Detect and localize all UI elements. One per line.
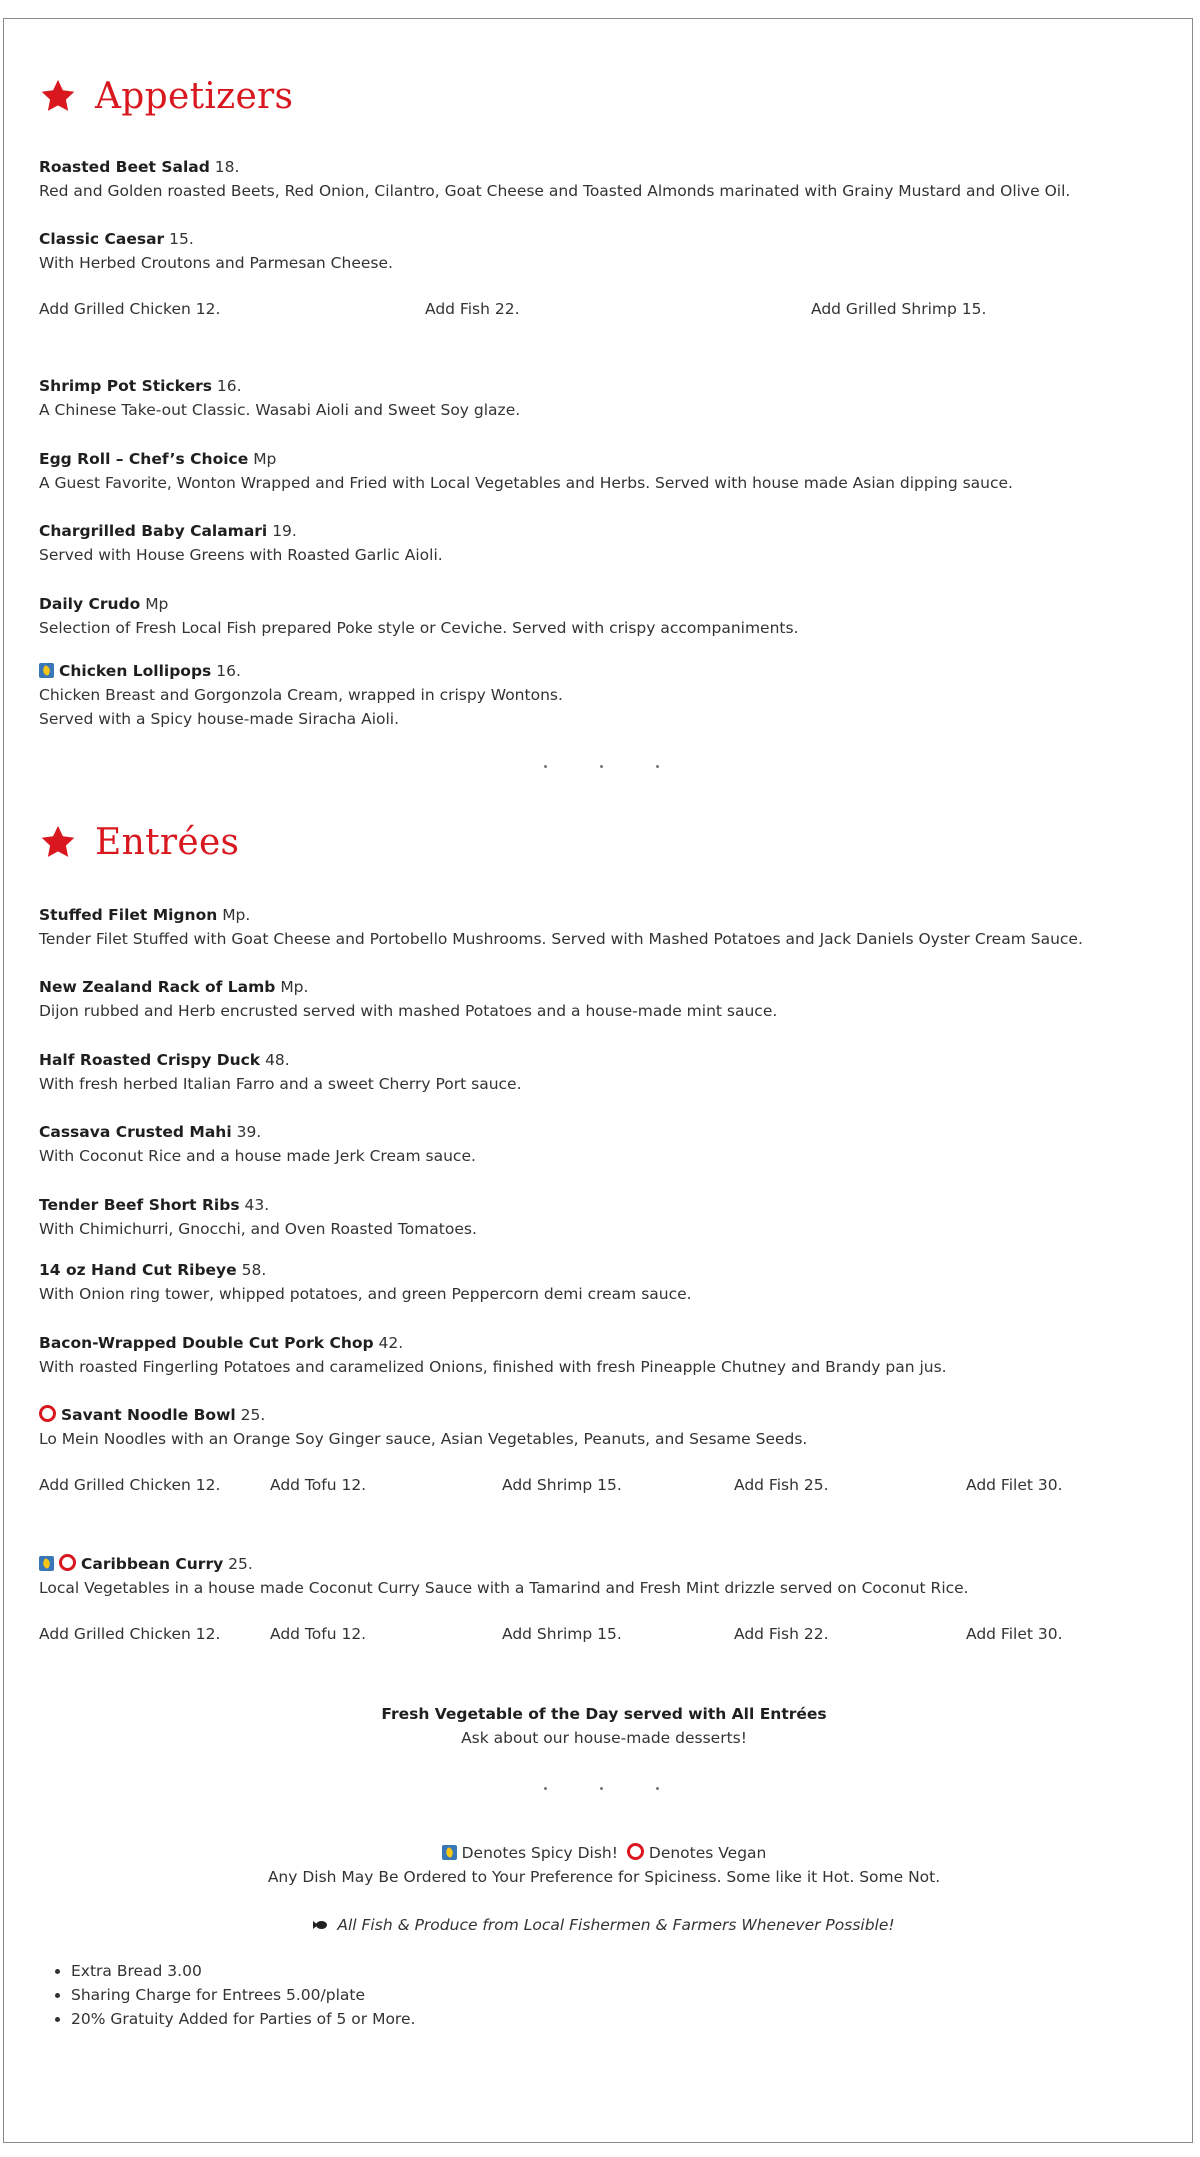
legend-line xyxy=(39,1841,1169,1865)
item-name: Half Roasted Crispy Duck xyxy=(39,1051,261,1069)
local-sourcing-text: All Fish & Produce from Local Fishermen & Farmers Whenever Possible! xyxy=(337,1916,895,1934)
menu-item-egg-roll xyxy=(39,447,1169,495)
item-price: 16. xyxy=(216,662,241,680)
item-price: 18. xyxy=(214,158,240,176)
item-description: With Chimichurri, Gnocchi, and Oven Roasted Tomatoes. xyxy=(39,1220,477,1238)
item-price: 25. xyxy=(240,1406,266,1424)
local-sourcing xyxy=(39,1913,1169,1937)
menu-item-chicken-lollipops xyxy=(39,659,1169,731)
addon-item: Add Grilled Chicken 12. xyxy=(39,1476,221,1494)
item-price: 58. xyxy=(241,1261,267,1279)
star-icon xyxy=(39,77,77,115)
menu-item-stuffed-filet-mignon xyxy=(39,903,1169,951)
list-item: • 20% Gratuity Added for Parties of 5 or More. xyxy=(71,2007,415,2031)
legend-spicy-text: Denotes Spicy Dish! xyxy=(461,1844,618,1862)
menu-item-caribbean-curry xyxy=(39,1552,1169,1600)
spicy-icon xyxy=(39,663,54,678)
addon-item: Add Tofu 12. xyxy=(270,1625,367,1643)
menu-item-chargrilled-baby-calamari xyxy=(39,519,1169,567)
list-item: • Sharing Charge for Entrees 5.00/plate xyxy=(71,1983,415,2007)
menu-item-savant-noodle-bowl xyxy=(39,1403,1169,1451)
item-name: Stuffed Filet Mignon xyxy=(39,906,218,924)
menu-item-ribeye xyxy=(39,1258,1169,1306)
menu-item-short-ribs xyxy=(39,1193,1169,1241)
menu-item-shrimp-pot-stickers xyxy=(39,374,1169,422)
item-description: Selection of Fresh Local Fish prepared Poke style or Ceviche. Served with crispy accompaniments. xyxy=(39,619,799,637)
addon-item: Add Shrimp 15. xyxy=(502,1625,622,1643)
item-name: Savant Noodle Bowl xyxy=(61,1406,236,1424)
addon-item: Add Fish 22. xyxy=(734,1625,829,1643)
entrees-header xyxy=(39,817,239,867)
item-description: Tender Filet Stuffed with Goat Cheese and Portobello Mushrooms. Served with Mashed Potatoes and Jack Daniels Oyster Cream Sauce. xyxy=(39,930,1083,948)
addon-item: Add Grilled Shrimp 15. xyxy=(811,300,987,318)
item-description: With Coconut Rice and a house made Jerk Cream sauce. xyxy=(39,1147,476,1165)
list-item: • Extra Bread 3.00 xyxy=(71,1959,415,1983)
section-divider-dots xyxy=(39,1787,1169,1797)
fish-icon xyxy=(313,1920,329,1930)
item-name: Shrimp Pot Stickers xyxy=(39,377,212,395)
item-name: Bacon-Wrapped Double Cut Pork Chop xyxy=(39,1334,374,1352)
item-name: Roasted Beet Salad xyxy=(39,158,210,176)
noodle-addons xyxy=(39,1476,1169,1500)
item-description: A Guest Favorite, Wonton Wrapped and Fried with Local Vegetables and Herbs. Served with house made Asian dipping sauce. xyxy=(39,474,1013,492)
legend-vegan-text: Denotes Vegan xyxy=(648,1844,767,1862)
item-description: With roasted Fingerling Potatoes and caramelized Onions, finished with fresh Pineapple Chutney and Brandy pan jus. xyxy=(39,1358,947,1376)
entree-footnote xyxy=(39,1702,1169,1750)
vegan-circle-icon xyxy=(627,1843,644,1860)
item-price: 15. xyxy=(169,230,194,248)
spiciness-text: Any Dish May Be Ordered to Your Preference for Spiciness. Some like it Hot. Some Not. xyxy=(267,1868,941,1886)
desserts-text: Ask about our house-made desserts! xyxy=(461,1729,747,1747)
addon-item: Add Shrimp 15. xyxy=(502,1476,622,1494)
addon-item: Add Filet 30. xyxy=(966,1625,1063,1643)
item-price: 25. xyxy=(228,1555,253,1573)
item-name: Daily Crudo xyxy=(39,595,141,613)
appetizers-header xyxy=(39,71,293,121)
section-divider-dots xyxy=(39,765,1169,775)
item-description: Lo Mein Noodles with an Orange Soy Ginger sauce, Asian Vegetables, Peanuts, and Sesame Seeds. xyxy=(39,1430,808,1448)
spicy-icon xyxy=(442,1845,457,1860)
curry-addons xyxy=(39,1625,1169,1649)
addon-item: Add Filet 30. xyxy=(966,1476,1063,1494)
item-price: 19. xyxy=(272,522,297,540)
item-price: 43. xyxy=(244,1196,270,1214)
addon-item: Add Grilled Chicken 12. xyxy=(39,1625,221,1643)
item-description: Red and Golden roasted Beets, Red Onion, Cilantro, Goat Cheese and Toasted Almonds marinated with Grainy Mustard and Olive Oil. xyxy=(39,182,1071,200)
item-description: With fresh herbed Italian Farro and a sweet Cherry Port sauce. xyxy=(39,1075,522,1093)
menu-item-rack-of-lamb xyxy=(39,975,1169,1023)
addon-item: Add Grilled Chicken 12. xyxy=(39,300,221,318)
item-description: With Herbed Croutons and Parmesan Cheese. xyxy=(39,254,393,272)
item-description: Chicken Breast and Gorgonzola Cream, wrapped in crispy Wontons. xyxy=(39,686,563,704)
item-name: Caribbean Curry xyxy=(81,1555,224,1573)
item-price: Mp xyxy=(253,450,277,468)
item-description-line-2: Served with a Spicy house-made Siracha Aioli. xyxy=(39,710,400,728)
item-name: Cassava Crusted Mahi xyxy=(39,1123,232,1141)
appetizers-title: Appetizers xyxy=(95,75,294,117)
item-description: Dijon rubbed and Herb encrusted served with mashed Potatoes and a house-made mint sauce. xyxy=(39,1002,778,1020)
menu-item-cassava-mahi xyxy=(39,1120,1169,1168)
item-price: 39. xyxy=(236,1123,262,1141)
spicy-icon xyxy=(39,1556,54,1571)
addon-item: Add Fish 22. xyxy=(425,300,520,318)
item-name: Egg Roll – Chef’s Choice xyxy=(39,450,249,468)
item-price: 48. xyxy=(265,1051,290,1069)
item-description: A Chinese Take-out Classic. Wasabi Aioli and Sweet Soy glaze. xyxy=(39,401,521,419)
menu-item-crispy-duck xyxy=(39,1048,1169,1096)
caesar-addons xyxy=(39,300,1169,324)
menu-item-classic-caesar xyxy=(39,227,1169,275)
notes-list xyxy=(39,1959,415,2031)
item-description: Local Vegetables in a house made Coconut Curry Sauce with a Tamarind and Fresh Mint drizzle served on Coconut Rice. xyxy=(39,1579,969,1597)
menu-item-daily-crudo xyxy=(39,592,1169,640)
menu-item-pork-chop xyxy=(39,1331,1169,1379)
item-description: Served with House Greens with Roasted Garlic Aioli. xyxy=(39,546,443,564)
addon-item: Add Fish 25. xyxy=(734,1476,829,1494)
star-icon xyxy=(39,823,77,861)
item-price: 42. xyxy=(378,1334,404,1352)
menu-frame xyxy=(3,18,1193,2143)
item-name: 14 oz Hand Cut Ribeye xyxy=(39,1261,237,1279)
legend xyxy=(39,1841,1169,1889)
veg-of-day-text: Fresh Vegetable of the Day served with All Entrées xyxy=(381,1705,827,1723)
item-name: Chargrilled Baby Calamari xyxy=(39,522,268,540)
item-description: With Onion ring tower, whipped potatoes, and green Peppercorn demi cream sauce. xyxy=(39,1285,692,1303)
vegan-circle-icon xyxy=(59,1554,76,1571)
item-name: Chicken Lollipops xyxy=(59,662,212,680)
item-price: Mp. xyxy=(280,978,309,996)
item-price: 16. xyxy=(216,377,242,395)
item-price: Mp. xyxy=(222,906,251,924)
menu-item-roasted-beet-salad xyxy=(39,155,1169,203)
item-price: Mp xyxy=(145,595,169,613)
addon-item: Add Tofu 12. xyxy=(270,1476,367,1494)
entrees-title: Entrées xyxy=(95,821,240,863)
vegan-circle-icon xyxy=(39,1405,56,1422)
item-name: New Zealand Rack of Lamb xyxy=(39,978,276,996)
item-name: Classic Caesar xyxy=(39,230,165,248)
item-name: Tender Beef Short Ribs xyxy=(39,1196,240,1214)
